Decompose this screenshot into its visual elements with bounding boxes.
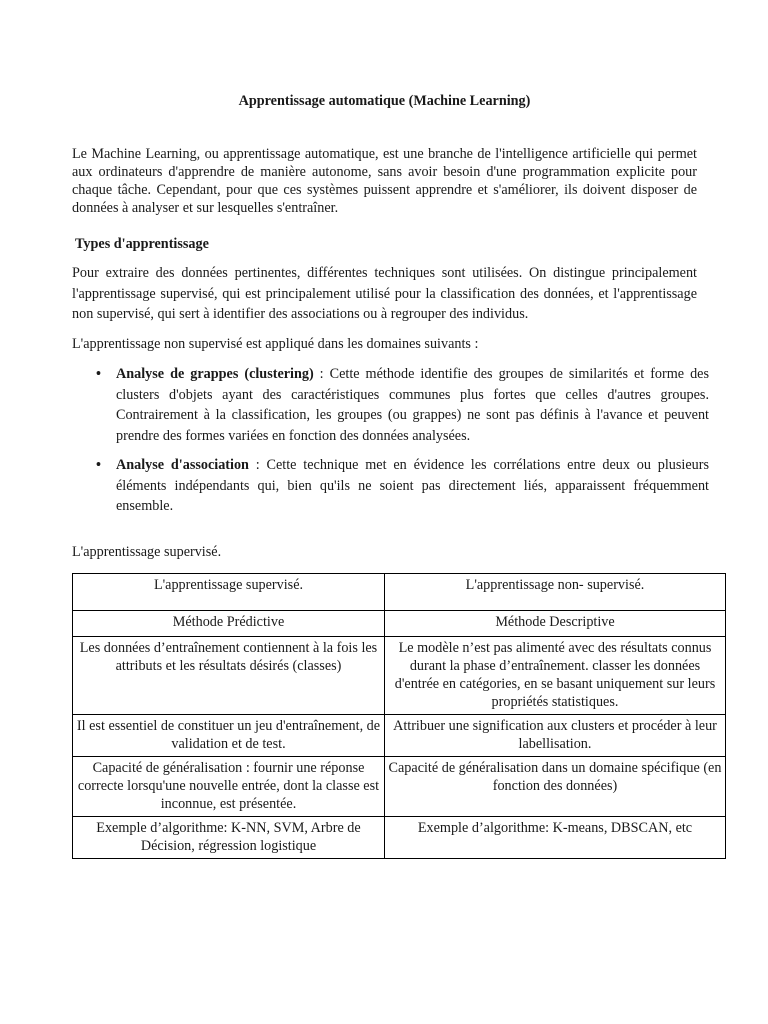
table-cell: Méthode Prédictive [73,611,385,637]
table-row [73,637,726,715]
table-cell: L'apprentissage non- supervisé. [385,574,726,611]
table-row [73,611,726,637]
unsupervised-domains-paragraph: L'apprentissage non supervisé est appliqué dans les domaines suivants : [72,336,479,352]
bullet-content [116,455,709,517]
bullet-content [116,364,709,446]
table-cell: Le modèle n’est pas alimenté avec des résultats connus durant la phase d’entraînement. classer les données d'entrée en catégories, en se basant uniquement sur leurs propriétés statistiques. [385,637,726,715]
table-row [73,817,726,859]
bullet-body: : Cette méthode identifie des groupes de similarités et forme des clusters d'objets ayant des caractéristiques communes plus fortes que celles d'autres groupes. Contrairement à la classification, les groupes (ou grappes) ne sont pas définis à l'avance et peuvent prendre des formes variées en fonction des données analysées. [116,366,709,444]
table-cell: Les données d’entraînement contiennent à la fois les attributs et les résultats désirés (classes) [73,637,385,715]
table-cell: Capacité de généralisation dans un domaine spécifique (en fonction des données) [385,757,726,817]
list-item [72,455,709,517]
techniques-paragraph: Pour extraire des données pertinentes, différentes techniques sont utilisées. On distingue principalement l'apprentissage supervisé, qui est principalement utilisé pour la classification des données, et l'apprentissage non supervisé, qui sert à identifier des associations ou à regrouper des individus. [72,265,697,322]
table-cell: Attribuer une signification aux clusters et procéder à leur labellisation. [385,715,726,757]
supervised-label-paragraph: L'apprentissage supervisé. [72,544,222,560]
bullet-icon: • [96,366,101,382]
bullet-list [72,364,709,526]
bullet-lead: Analyse d'association [116,457,249,473]
table-cell: Méthode Descriptive [385,611,726,637]
comparison-table [72,573,726,859]
table-row [73,757,726,817]
section-heading: Types d'apprentissage [75,236,209,252]
list-item [72,364,709,446]
table-cell: Capacité de généralisation : fournir une réponse correcte lorsqu'une nouvelle entrée, dont la classe est inconnue, est présentée. [73,757,385,817]
bullet-body: : Cette technique met en évidence les corrélations entre deux ou plusieurs éléments indépendants qui, bien qu'ils ne soient pas directement liés, apparaissent fréquemment ensemble. [116,457,709,514]
bullet-icon: • [96,457,101,473]
table-cell: Exemple d’algorithme: K-means, DBSCAN, etc [385,817,726,859]
document-title: Apprentissage automatique (Machine Learning) [238,93,531,109]
table-cell: Il est essentiel de constituer un jeu d'entraînement, de validation et de test. [73,715,385,757]
table-row [73,715,726,757]
table-cell: L'apprentissage supervisé. [73,574,385,611]
bullet-lead: Analyse de grappes (clustering) [116,366,314,382]
intro-paragraph: Le Machine Learning, ou apprentissage automatique, est une branche de l'intelligence artificielle qui permet aux ordinateurs d'apprendre de manière autonome, sans avoir besoin d'une programmation explicite pour chaque tâche. Cependant, pour que ces systèmes puissent apprendre et s'améliorer, ils doivent disposer de données à analyser et sur lesquelles s'entraîner. [72,146,697,216]
table-cell: Exemple d’algorithme: K-NN, SVM, Arbre de Décision, régression logistique [73,817,385,859]
table-row [73,574,726,611]
